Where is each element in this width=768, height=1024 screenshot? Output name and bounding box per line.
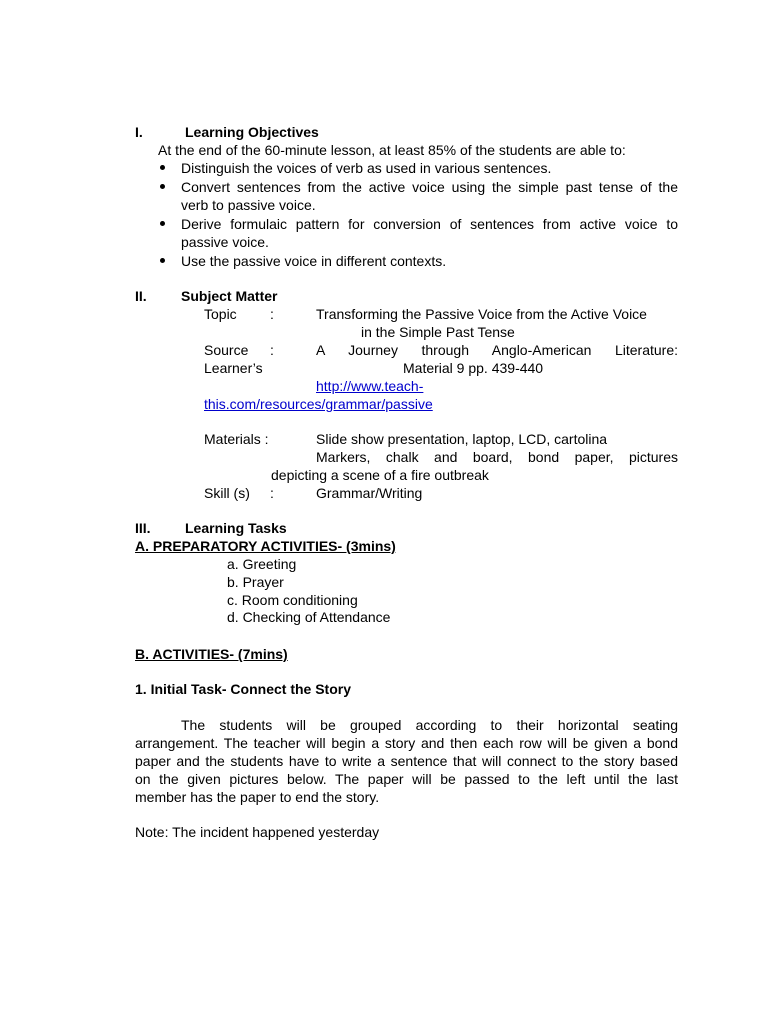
paragraph-line-1: The students will be grouped according to their horizontal seating xyxy=(181,717,678,733)
paragraph-line-2: arrangement. The teacher will begin a story and then each row will be given a bond xyxy=(135,735,678,751)
skill-colon: : xyxy=(270,485,274,501)
source-value-line-2-right: Material 9 pp. 439-440 xyxy=(403,360,544,376)
activities-heading: B. ACTIVITIES- (7mins) xyxy=(135,646,288,662)
skill-value: Grammar/Writing xyxy=(316,485,423,501)
initial-task-heading: 1. Initial Task- Connect the Story xyxy=(135,681,352,697)
section-2-heading: Subject Matter xyxy=(181,288,278,304)
bullet-dot xyxy=(160,184,165,189)
section-3-numeral: III. xyxy=(135,520,151,536)
source-value-line-2-left: Learner’s xyxy=(204,360,263,376)
resource-link-line-2[interactable]: this.com/resources/grammar/passive xyxy=(204,396,433,412)
materials-label: Materials : xyxy=(204,431,269,447)
prep-item-prayer: b. Prayer xyxy=(227,574,284,590)
topic-value-line-2: in the Simple Past Tense xyxy=(361,324,515,340)
objective-3-line-2: passive voice. xyxy=(181,234,269,250)
bullet-dot xyxy=(160,221,165,226)
bullet-dot xyxy=(160,165,165,170)
source-label: Source xyxy=(204,342,249,358)
resource-link-line-1[interactable]: http://www.teach- xyxy=(316,378,424,394)
materials-value-line-1: Slide show presentation, laptop, LCD, cartolina xyxy=(316,431,608,447)
source-value-line-1: A Journey through Anglo-American Literature: xyxy=(316,342,678,358)
materials-value-line-2: Markers, chalk and board, bond paper, pictures xyxy=(316,449,678,465)
objective-2-line-2: verb to passive voice. xyxy=(181,197,316,213)
objective-1: Distinguish the voices of verb as used in various sentences. xyxy=(181,160,552,176)
topic-colon: : xyxy=(270,306,274,322)
objectives-intro: At the end of the 60-minute lesson, at least 85% of the students are able to: xyxy=(158,142,626,158)
prep-item-greeting: a. Greeting xyxy=(227,556,297,572)
section-1-numeral: I. xyxy=(135,124,143,140)
objective-4: Use the passive voice in different contexts. xyxy=(181,253,447,269)
prep-item-attendance: d. Checking of Attendance xyxy=(227,609,391,625)
section-3-heading: Learning Tasks xyxy=(185,520,287,536)
section-1-heading: Learning Objectives xyxy=(185,124,319,140)
materials-value-line-3: depicting a scene of a fire outbreak xyxy=(271,467,489,483)
objective-2-line-1: Convert sentences from the active voice using the simple past tense of the xyxy=(181,179,678,195)
paragraph-line-3: paper and the students have to write a sentence that will connect to the story based xyxy=(135,753,678,769)
prep-item-room-conditioning: c. Room conditioning xyxy=(227,592,358,608)
topic-label: Topic xyxy=(204,306,237,322)
preparatory-activities-heading: A. PREPARATORY ACTIVITIES- (3mins) xyxy=(135,538,396,554)
objective-3-line-1: Derive formulaic pattern for conversion of sentences from active voice to xyxy=(181,216,678,232)
topic-value-line-1: Transforming the Passive Voice from the Active Voice xyxy=(316,306,647,322)
section-2-numeral: II. xyxy=(135,288,147,304)
paragraph-line-4: on the given pictures below. The paper will be passed to the left until the last xyxy=(135,771,678,787)
note: Note: The incident happened yesterday xyxy=(135,824,380,840)
source-colon: : xyxy=(270,342,274,358)
bullet-dot xyxy=(160,258,165,263)
skill-label: Skill (s) xyxy=(204,485,250,501)
paragraph-line-5: member has the paper to end the story. xyxy=(135,789,380,805)
